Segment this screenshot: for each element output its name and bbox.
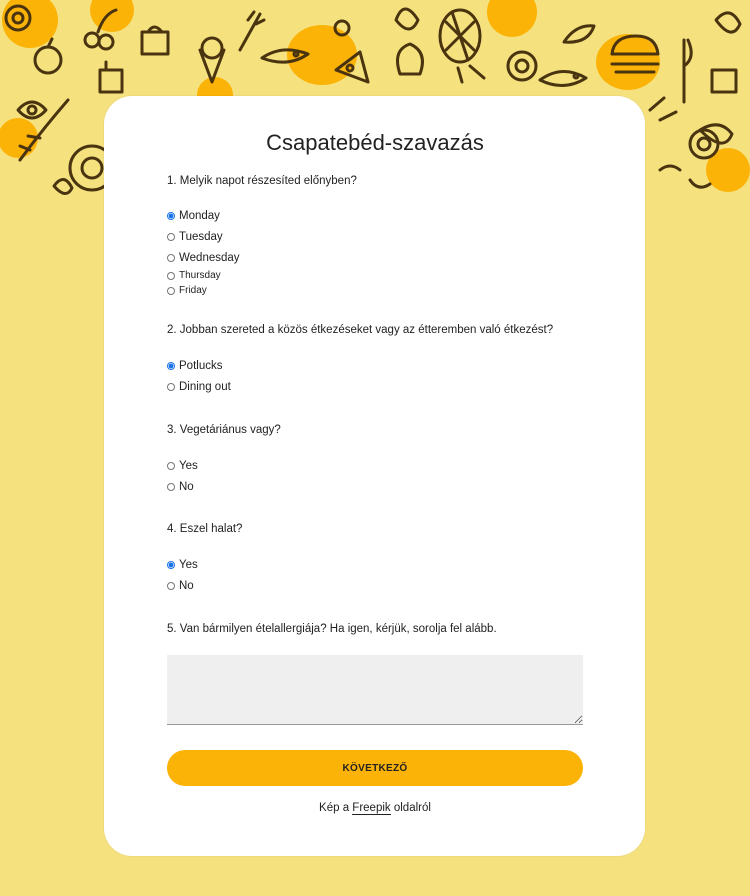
q4-radio-no[interactable]: [167, 582, 175, 590]
q1-option-tuesday[interactable]: [167, 231, 223, 243]
q3-option-label: No: [179, 481, 194, 493]
next-button[interactable]: KÖVETKEZŐ: [167, 750, 583, 786]
q2-option-dining-out[interactable]: [167, 381, 231, 393]
q3-option-label: Yes: [179, 460, 198, 472]
question-1-label: 1. Melyik napot részesíted előnyben?: [167, 175, 357, 187]
q4-option-no[interactable]: [167, 580, 194, 592]
q3-option-no[interactable]: [167, 481, 194, 493]
q1-option-thursday[interactable]: [167, 270, 221, 281]
question-4-label: 4. Eszel halat?: [167, 523, 243, 535]
q2-option-label: Dining out: [179, 381, 231, 393]
q2-radio-potlucks[interactable]: [167, 362, 175, 370]
q1-option-wednesday[interactable]: [167, 252, 240, 264]
q1-radio-monday[interactable]: [167, 212, 175, 220]
q1-option-monday[interactable]: [167, 210, 220, 222]
q4-radio-yes[interactable]: [167, 561, 175, 569]
q2-option-label: Potlucks: [179, 360, 223, 372]
q1-option-label: Monday: [179, 210, 220, 222]
credit-prefix: Kép a: [319, 802, 353, 814]
q4-option-yes[interactable]: [167, 559, 198, 571]
q1-option-label: Wednesday: [179, 252, 240, 264]
q1-radio-friday[interactable]: [167, 287, 175, 295]
q3-option-yes[interactable]: [167, 460, 198, 472]
page-title: Csapatebéd-szavazás: [266, 130, 484, 155]
q1-radio-tuesday[interactable]: [167, 233, 175, 241]
q4-option-label: No: [179, 580, 194, 592]
q1-radio-wednesday[interactable]: [167, 254, 175, 262]
q1-option-label: Friday: [179, 285, 207, 296]
q1-option-label: Tuesday: [179, 231, 223, 243]
credit-suffix: oldalról: [390, 802, 431, 814]
q1-radio-thursday[interactable]: [167, 272, 175, 280]
q1-option-label: Thursday: [179, 270, 221, 281]
question-3-label: 3. Vegetáriánus vagy?: [167, 424, 281, 436]
freepik-link[interactable]: Freepik: [352, 802, 391, 814]
q2-option-potlucks[interactable]: [167, 360, 222, 372]
q3-radio-yes[interactable]: [167, 462, 175, 470]
q3-radio-no[interactable]: [167, 483, 175, 491]
q1-option-friday[interactable]: [167, 285, 207, 296]
q2-radio-dining-out[interactable]: [167, 383, 175, 391]
q4-option-label: Yes: [179, 559, 198, 571]
allergy-textarea[interactable]: [167, 655, 583, 725]
question-2-label: 2. Jobban szereted a közös étkezéseket vagy az étteremben való étkezést?: [167, 324, 554, 336]
image-credit: [0, 802, 750, 814]
question-5-label: 5. Van bármilyen ételallergiája? Ha igen, kérjük, sorolja fel alább.: [167, 623, 497, 635]
